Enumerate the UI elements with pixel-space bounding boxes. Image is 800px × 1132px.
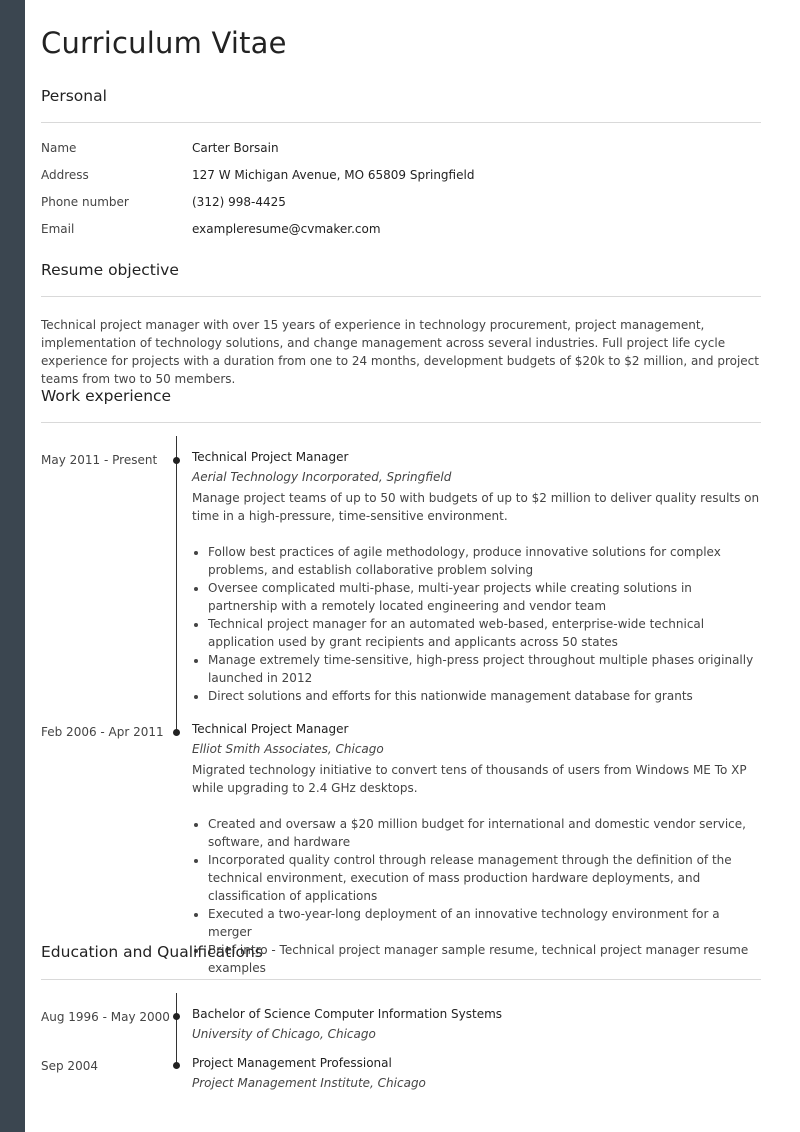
job-company: Aerial Technology Incorporated, Springfield <box>192 470 452 484</box>
list-item: • Follow best practices of agile methodology, produce innovative solutions for complex problems, and establish collaborative problem solving <box>208 543 762 579</box>
education-entry <box>192 1053 762 1093</box>
field-label: Phone number <box>41 195 129 209</box>
timeline-dot <box>173 1013 180 1020</box>
timeline-line <box>176 436 177 732</box>
job-company: Elliot Smith Associates, Chicago <box>192 742 384 756</box>
field-label: Address <box>41 168 89 182</box>
timeline-dot <box>173 1062 180 1069</box>
divider <box>41 296 761 297</box>
phone-value: (312) 998-4425 <box>192 195 286 209</box>
job-entry <box>192 447 762 705</box>
personal-heading: Personal <box>41 87 107 105</box>
field-label: Name <box>41 141 77 155</box>
timeline-line <box>176 993 177 1065</box>
job-date: Feb 2006 - Apr 2011 <box>41 725 164 739</box>
timeline-dot <box>173 729 180 736</box>
name-value: Carter Borsain <box>192 141 279 155</box>
list-item: • Manage extremely time-sensitive, high-press project throughout multiple phases originally launched in 2012 <box>208 651 762 687</box>
list-item: • Technical project manager for an automated web-based, enterprise-wide technical application used by grant recipients and applicants across 50 states <box>208 615 762 651</box>
page-title: Curriculum Vitae <box>41 26 287 60</box>
email-value: exampleresume@cvmaker.com <box>192 222 381 236</box>
objective-text: Technical project manager with over 15 years of experience in technology procurement, project management, implementation of technology solutions, and change management across several industries. Full project life cycle experience for projects with a duration from one to 24 months, development budgets of $20k to $2 million, and project teams from two to 50 members. <box>41 318 759 386</box>
divider <box>41 122 761 123</box>
objective-heading: Resume objective <box>41 261 179 279</box>
degree-title: Project Management Professional <box>192 1056 392 1070</box>
divider <box>41 422 761 423</box>
list-item: • Brief intro - Technical project manager sample resume, technical project manager resume examples <box>208 941 762 977</box>
institution: University of Chicago, Chicago <box>192 1027 376 1041</box>
list-item: • Direct solutions and efforts for this nationwide management database for grants <box>208 687 762 705</box>
education-date: Aug 1996 - May 2000 <box>41 1010 170 1024</box>
education-heading: Education and Qualifications <box>41 943 263 961</box>
list-item: • Incorporated quality control through release management through the definition of the technical environment, execution of mass production hardware deployments, and classification of applications <box>208 851 762 905</box>
institution: Project Management Institute, Chicago <box>192 1076 426 1090</box>
job-title: Technical Project Manager <box>192 450 349 464</box>
job-date: May 2011 - Present <box>41 453 158 467</box>
field-label: Email <box>41 222 75 236</box>
education-date: Sep 2004 <box>41 1059 98 1073</box>
job-description: Manage project teams of up to 50 with budgets of up to $2 million to deliver quality results on time in a high-pressure, time-sensitive environment. <box>192 491 760 523</box>
timeline-dot <box>173 457 180 464</box>
sidebar-stripe <box>0 0 25 1132</box>
job-title: Technical Project Manager <box>192 722 349 736</box>
address-value: 127 W Michigan Avenue, MO 65809 Springfield <box>192 168 475 182</box>
job-bullets <box>192 815 762 977</box>
job-description: Migrated technology initiative to convert tens of thousands of users from Windows ME To XP while upgrading to 2.4 GHz desktops. <box>192 763 747 795</box>
job-bullets <box>192 543 762 705</box>
degree-title: Bachelor of Science Computer Information Systems <box>192 1007 503 1021</box>
education-entry <box>192 1004 762 1044</box>
work-heading: Work experience <box>41 387 172 405</box>
list-item: • Executed a two-year-long deployment of an innovative technology environment for a merger <box>208 905 762 941</box>
job-entry <box>192 719 762 977</box>
list-item: • Oversee complicated multi-phase, multi-year projects while creating solutions in partnership with a remotely located engineering and vendor team <box>208 579 762 615</box>
divider <box>41 979 761 980</box>
list-item: • Created and oversaw a $20 million budget for international and domestic vendor service, software, and hardware <box>208 815 762 851</box>
